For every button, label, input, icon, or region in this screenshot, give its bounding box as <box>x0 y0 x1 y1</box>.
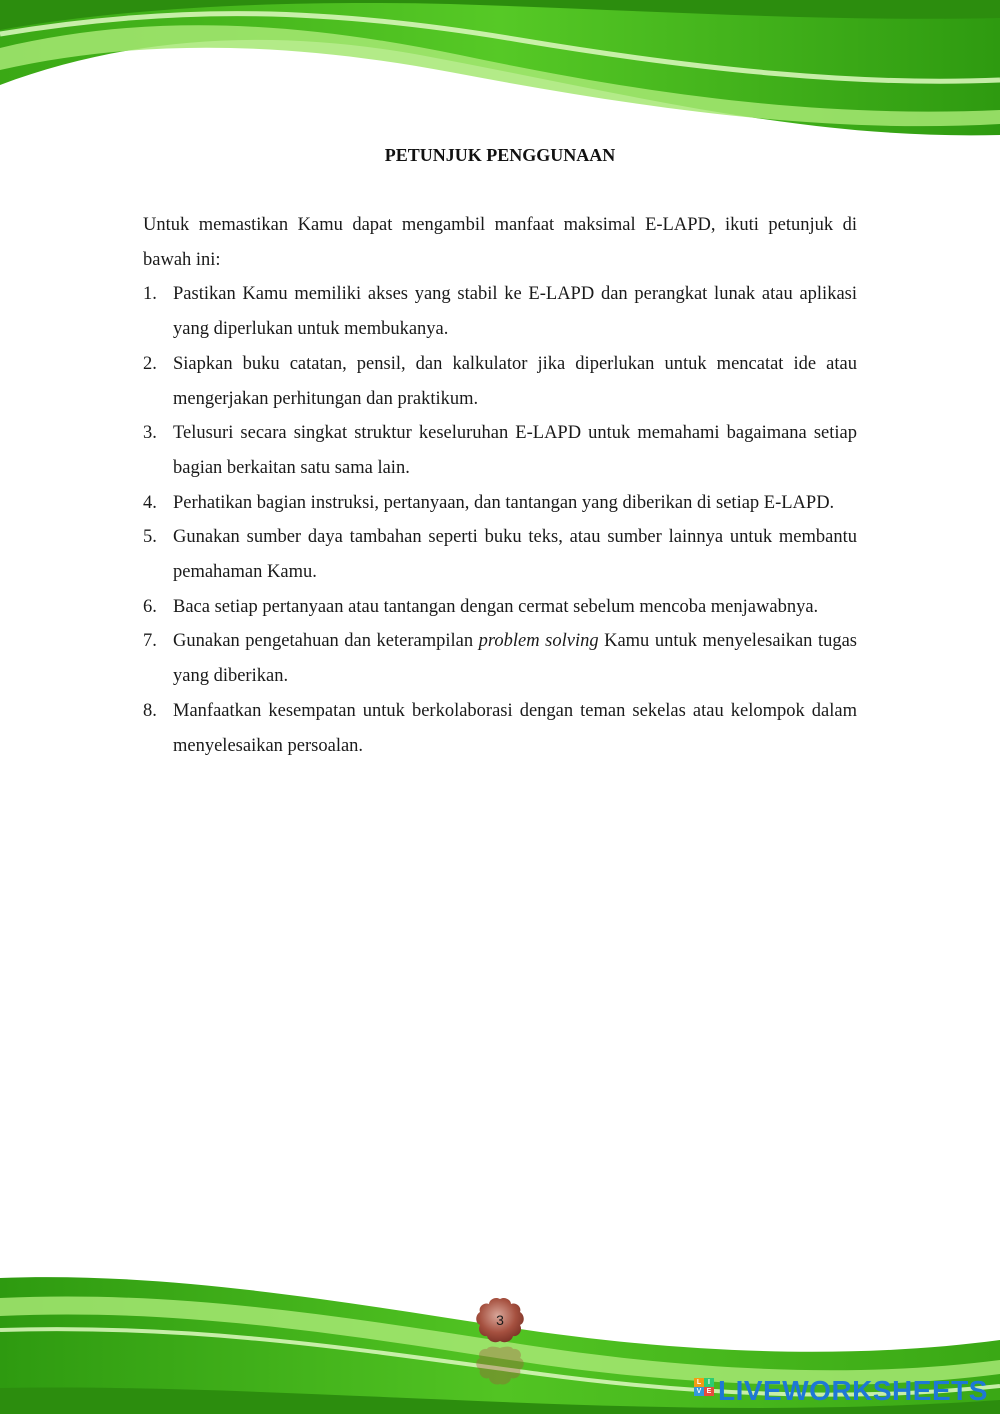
list-item <box>143 624 857 693</box>
list-item <box>143 694 857 763</box>
list-item <box>143 486 857 521</box>
step-number: 3. <box>143 423 157 444</box>
step-text: Baca setiap pertanyaan atau tantangan dengan cermat sebelum mencoba menjawabnya. <box>173 596 819 617</box>
instructions-content <box>143 208 857 763</box>
step-number: 2. <box>143 353 157 374</box>
page-number-badge <box>475 1296 525 1344</box>
list-item <box>143 277 857 346</box>
step-text: Manfaatkan kesempatan untuk berkolaborasi dengan teman sekelas atau kelompok dalam menyelesaikan persoalan. <box>173 700 857 756</box>
step-number: 4. <box>143 492 157 513</box>
step-number: 1. <box>143 284 157 305</box>
liveworksheets-brand <box>694 1376 988 1406</box>
page-title: PETUNJUK PENGGUNAAN <box>384 145 616 165</box>
instruction-list <box>143 277 857 763</box>
step-number: 7. <box>143 631 157 652</box>
page-number: 3 <box>496 1312 504 1328</box>
italic-term: problem solving <box>478 631 599 652</box>
list-item <box>143 347 857 416</box>
step-text: Telusuri secara singkat struktur keseluruhan E-LAPD untuk memahami bagaimana setiap bagian berkaitan satu sama lain. <box>173 423 857 478</box>
step-text: Siapkan buku catatan, pensil, dan kalkulator jika diperlukan untuk mencatat ide atau mengerjakan perhitungan dan praktikum. <box>173 353 857 409</box>
step-text-part: Kamu untuk menyelesaikan tugas yang diberikan. <box>173 631 857 687</box>
step-text <box>173 624 857 693</box>
list-item <box>143 416 857 485</box>
top-wave-decoration <box>0 0 1000 145</box>
step-number: 6. <box>143 596 157 617</box>
logo-letter: V <box>694 1387 704 1396</box>
step-text: Perhatikan bagian instruksi, pertanyaan, dan tantangan yang diberikan di setiap E-LAPD. <box>173 492 835 513</box>
liveworksheets-logo-icon <box>694 1378 714 1404</box>
step-text-part: Gunakan pengetahuan dan keterampilan <box>173 631 479 652</box>
logo-letter: L <box>694 1378 704 1387</box>
step-number: 5. <box>143 527 157 548</box>
step-text: Pastikan Kamu memiliki akses yang stabil ke E-LAPD dan perangkat lunak atau aplikasi yang diperlukan untuk membukanya. <box>173 284 857 340</box>
logo-letter: I <box>704 1378 714 1387</box>
list-item <box>143 590 857 625</box>
list-item <box>143 520 857 589</box>
badge-reflection-icon <box>475 1346 525 1386</box>
step-text: Gunakan sumber daya tambahan seperti buku teks, atau sumber lainnya untuk membantu pemahaman Kamu. <box>173 527 857 583</box>
step-number: 8. <box>143 700 157 721</box>
brand-name: LIVEWORKSHEETS <box>718 1375 988 1406</box>
logo-letter: E <box>704 1387 714 1396</box>
intro-paragraph: Untuk memastikan Kamu dapat mengambil manfaat maksimal E-LAPD, ikuti petunjuk di bawah ini: <box>143 215 857 270</box>
